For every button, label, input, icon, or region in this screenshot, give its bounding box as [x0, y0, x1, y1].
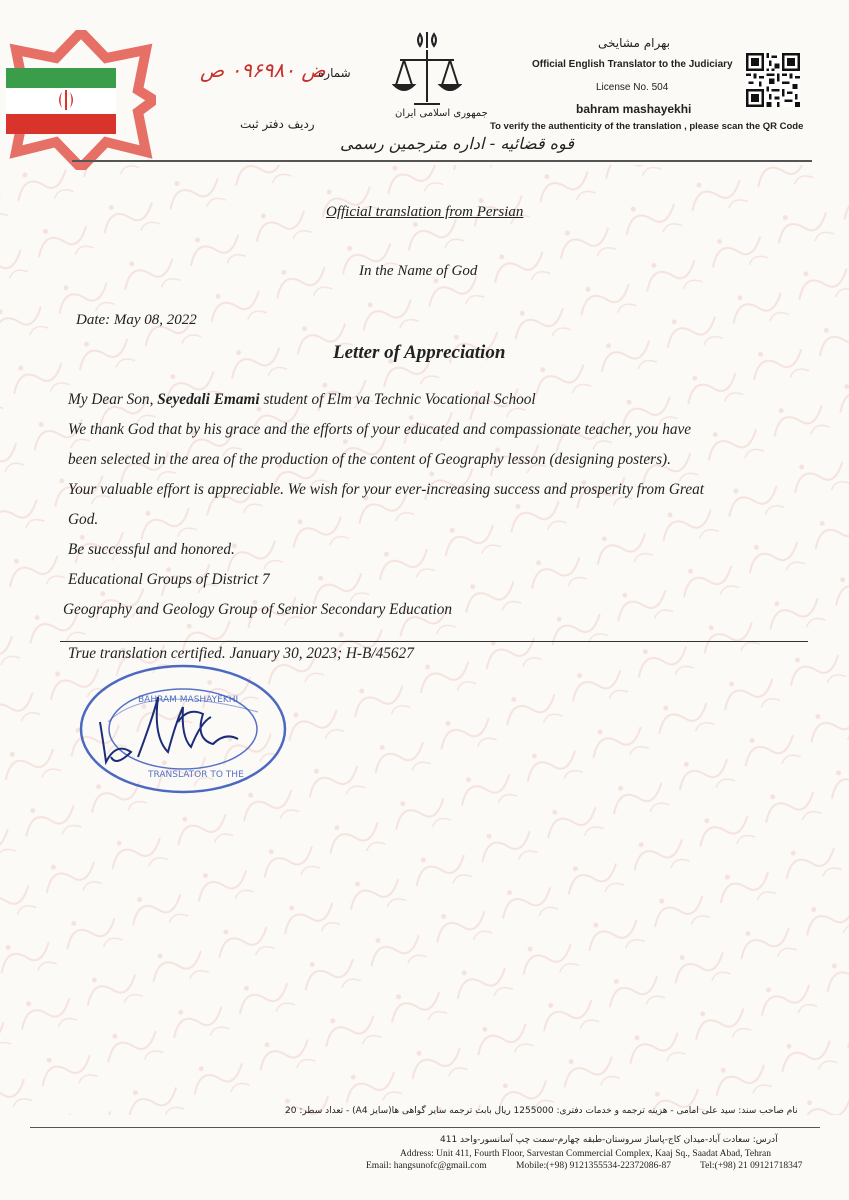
address-english: Address: Unit 411, Fourth Floor, Sarvestan Commercial Complex, Kaaj Sq., Saadat Abad, Tehran — [400, 1149, 771, 1159]
address-persian: آدرس: سعادت آباد-میدان کاج-پاساژ سروستان-طبقه چهارم-سمت چپ آسانسور-واحد 411 — [440, 1135, 778, 1145]
document-owner-line: نام صاحب سند: سید علی امامی - هزینه ترجمه و خدمات دفتری: 1255000 ریال بابت ترجمه سایر گواهی ها(سایز A4) - تعداد سطر: 20 — [285, 1106, 798, 1116]
letter-line-1 — [68, 391, 536, 409]
contact-telephone: Tel:(+98) 21 09121718347 — [700, 1161, 803, 1171]
qr-code-icon[interactable] — [746, 53, 800, 107]
contact-mobile: Mobile:(+98) 9121355534-22372086-87 — [516, 1161, 671, 1171]
letter-line-8: Geography and Geology Group of Senior Secondary Education — [63, 601, 453, 618]
translator-license: License No. 504 — [596, 82, 669, 93]
salutation-prefix: My Dear Son, — [68, 391, 158, 408]
judiciary-caption: قوه قضائیه - اداره مترجمین رسمی — [340, 134, 574, 153]
qr-verification-note: To verify the authenticity of the translation , please scan the QR Code — [490, 121, 804, 132]
registration-number: ض ۰۹۶۹۸۰ ص — [200, 58, 326, 82]
certification-divider — [60, 641, 808, 642]
certification-line: True translation certified. January 30, 2023; H-B/45627 — [68, 645, 414, 662]
letter-line-3: been selected in the area of the production of the content of Geography lesson (designing posters). — [68, 451, 671, 468]
translator-name-english: bahram mashayekhi — [576, 102, 692, 116]
iran-flag-emblem — [6, 30, 156, 170]
student-name: Seyedali Emami — [157, 391, 260, 408]
security-watermark — [0, 165, 849, 1115]
contact-email[interactable]: Email: hangsunofc@gmail.com — [366, 1161, 487, 1171]
republic-caption: جمهوری اسلامی ایران — [395, 108, 488, 119]
registry-row-label: ردیف دفتر ثبت — [240, 117, 315, 131]
translator-name-persian: بهرام مشایخی — [598, 36, 670, 50]
translator-stamp-seal — [78, 662, 288, 796]
translation-subtitle: Official translation from Persian — [326, 204, 524, 220]
scales-of-justice-icon — [392, 30, 462, 110]
letter-line-6: Be successful and honored. — [68, 541, 235, 558]
letter-line-4: Your valuable effort is appreciable. We wish for your ever-increasing success and prosperity from Great — [68, 481, 705, 498]
letter-line-7: Educational Groups of District 7 — [68, 571, 270, 588]
letter-line-2: We thank God that by his grace and the efforts of your educated and compassionate teacher, you have — [68, 421, 692, 438]
svg-text:TRANSLATOR TO THE: TRANSLATOR TO THE — [148, 770, 244, 780]
header-divider — [72, 160, 812, 162]
translator-title: Official English Translator to the Judiciary — [532, 59, 733, 70]
letter-date: Date: May 08, 2022 — [76, 312, 197, 328]
letter-line-5: God. — [68, 511, 99, 528]
footer-divider — [30, 1127, 820, 1128]
salutation-suffix: student of Elm va Technic Vocational School — [259, 391, 536, 408]
svg-text:BAHRAM MASHAYEKHI: BAHRAM MASHAYEKHI — [138, 695, 239, 705]
registration-number-label: شماره — [318, 66, 351, 80]
invocation: In the Name of God — [359, 263, 478, 279]
letter-title: Letter of Appreciation — [333, 342, 506, 363]
